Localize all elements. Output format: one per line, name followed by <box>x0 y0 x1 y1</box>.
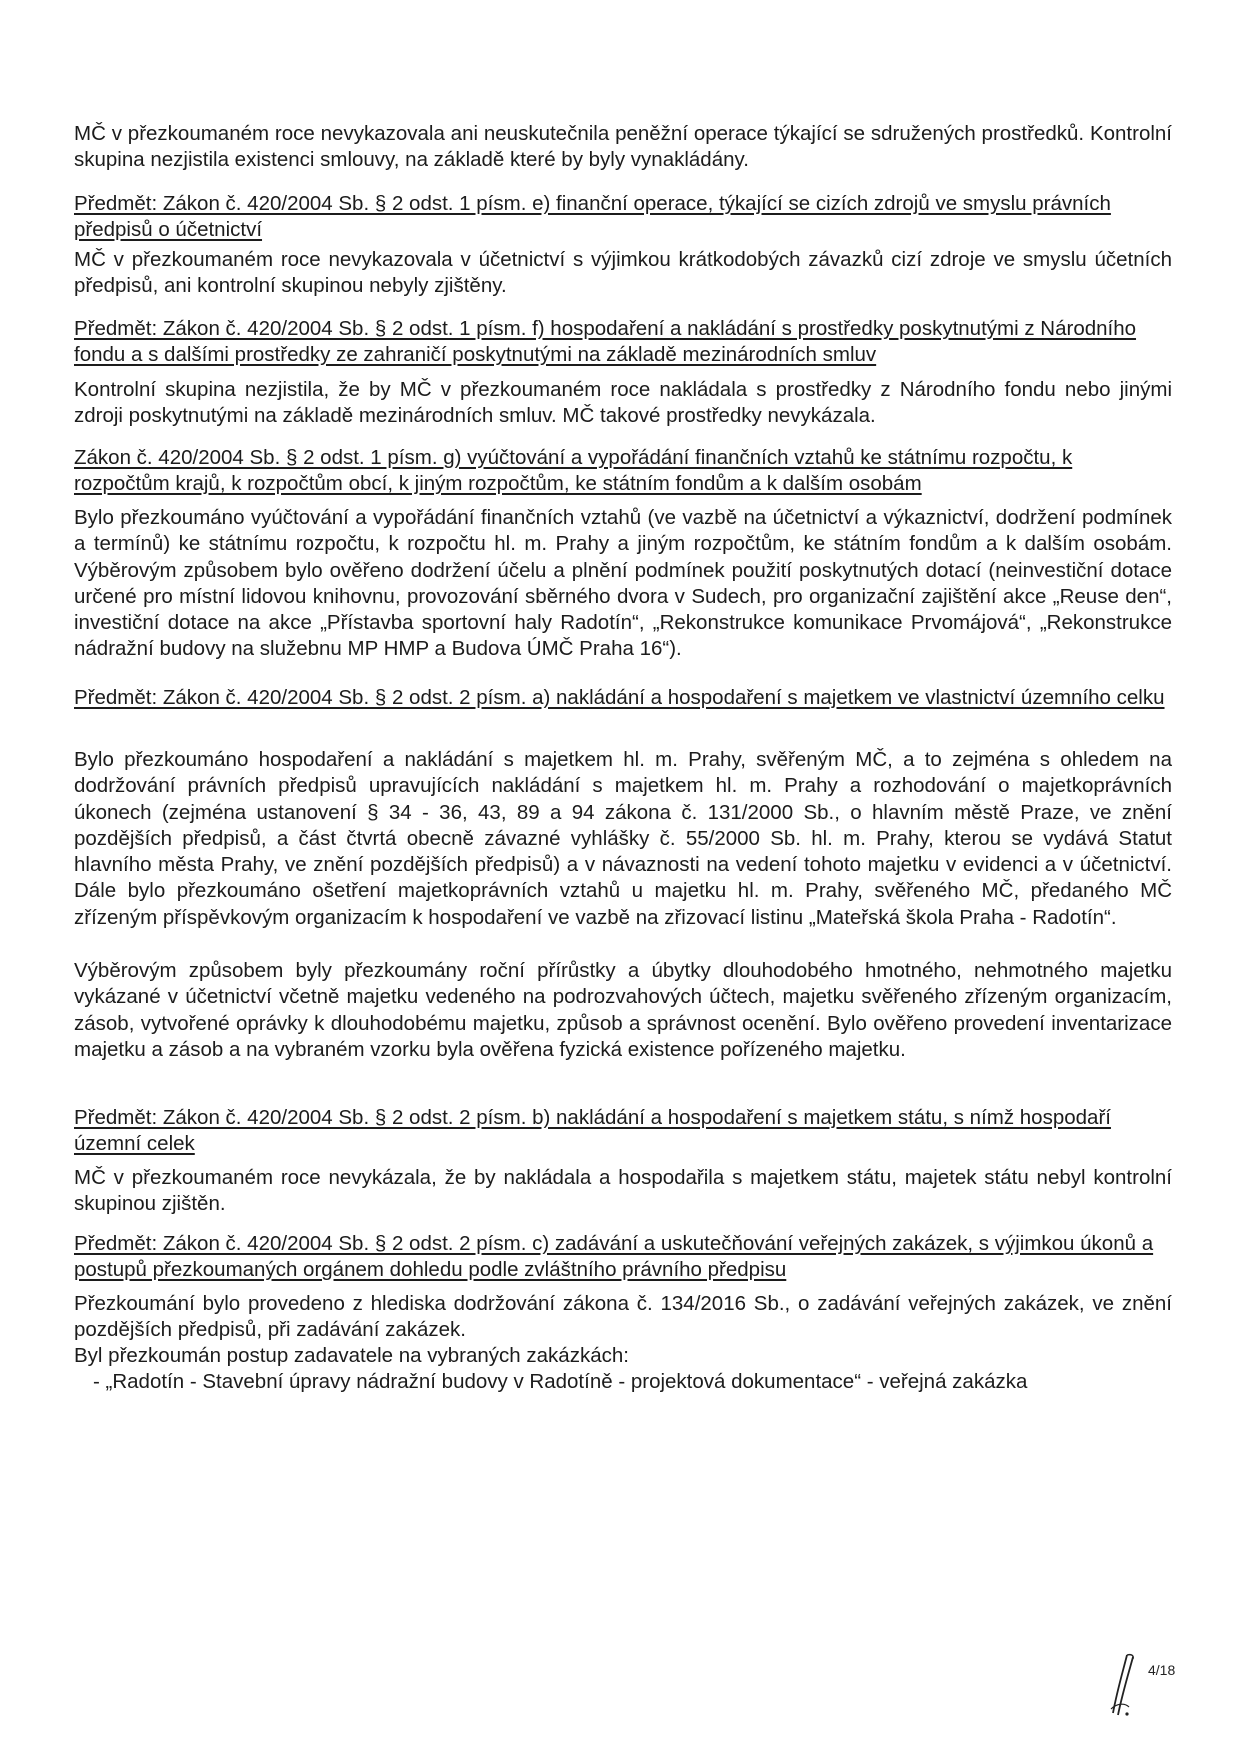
paragraph-procedure-review <box>74 1343 1172 1369</box>
paragraph-text: Přezkoumání bylo provedeno z hlediska dodržování zákona č. 134/2016 Sb., o zadávání veřejných zakázek, ve znění pozdějších předpisů, při zadávání zakázek. <box>74 1292 1172 1341</box>
heading-section-2b <box>74 1105 1172 1157</box>
paragraph-settlement <box>74 505 1172 663</box>
paragraph-state-property <box>74 1165 1172 1217</box>
paragraph-public-procurement <box>74 1291 1172 1343</box>
paragraph-text: Bylo přezkoumáno hospodaření a nakládání s majetkem hl. m. Prahy, svěřeným MČ, a to zejména s ohledem na dodržování právních předpisů upravujících nakládání s majetkem hl. m. Prahy a rozhodování o majetkoprávních úkonech (zejména ustanovení § 34 - 36, 43, 89 a 94 zákona č. 131/2000 Sb., o hlavním městě Praze, ve znění pozdějších předpisů, a část čtvrtá obecně závazné vyhlášky č. 55/2000 Sb. hl. m. Prahy, kterou se vydává Statut hlavního města Prahy, ve znění pozdějších předpisů) a v návaznosti na vedení tohoto majetku v evidenci a v účetnictví. Dále bylo přezkoumáno ošetření majetkoprávních vztahů u majetku hl. m. Prahy, svěřeného MČ, předaného MČ zřízeným příspěvkovým organizacím k hospodaření ve vazbě na zřizovací listinu „Mateřská škola Praha - Radotín“. <box>74 748 1172 929</box>
paragraph-text: MČ v přezkoumaném roce nevykazovala ani neuskutečnila peněžní operace týkající se sdružených prostředků. Kontrolní skupina nezjistila existenci smlouvy, na základě které by byly vynakládány. <box>74 122 1172 171</box>
paragraph-text: Kontrolní skupina nezjistila, že by MČ v přezkoumaném roce nakládala s prostředky z Národního fondu nebo jinými zdroji poskytnutými na základě mezinárodních smluv. MČ takové prostředky nevykázala. <box>74 378 1172 427</box>
paragraph-text: MČ v přezkoumaném roce nevykázala, že by nakládala a hospodařila s majetkem státu, majetek státu nebyl kontrolní skupinou zjištěn. <box>74 1166 1172 1215</box>
list-item-procurement <box>93 1369 1172 1395</box>
paragraph-asset-sampling <box>74 958 1172 1063</box>
list-item-text: - „Radotín - Stavební úpravy nádražní budovy v Radotíně - projektová dokumentace“ - veřejná zakázka <box>93 1370 1028 1393</box>
paragraph-national-fund <box>74 377 1172 429</box>
section-heading: Předmět: Zákon č. 420/2004 Sb. § 2 odst. 1 písm. f) hospodaření a nakládání s prostředky poskytnutými z Národního fondu a s dalšími prostředky ze zahraničí poskytnutými na základě mezinárodních smluv <box>74 317 1137 366</box>
heading-section-2a <box>74 685 1172 711</box>
heading-section-g <box>74 445 1172 497</box>
section-heading: Předmět: Zákon č. 420/2004 Sb. § 2 odst. 2 písm. c) zadávání a uskutečňování veřejných zakázek, s výjimkou úkonů a postupů přezkoumaných orgánem dohledu podle zvláštního právního předpisu <box>74 1232 1154 1281</box>
heading-section-f <box>74 316 1172 368</box>
paragraph-joint-funds <box>74 121 1172 173</box>
paragraph-text: Byl přezkoumán postup zadavatele na vybraných zakázkách: <box>74 1344 629 1367</box>
section-heading: Předmět: Zákon č. 420/2004 Sb. § 2 odst. 2 písm. a) nakládání a hospodaření s majetkem ve vlastnictví územního celku <box>74 686 1165 709</box>
section-heading: Předmět: Zákon č. 420/2004 Sb. § 2 odst. 2 písm. b) nakládání a hospodaření s majetkem státu, s nímž hospodaří územní celek <box>74 1106 1111 1155</box>
page-number: 4/18 <box>1148 1662 1176 1678</box>
paragraph-foreign-sources <box>74 247 1172 299</box>
paragraph-text: Výběrovým způsobem byly přezkoumány roční přírůstky a úbytky dlouhodobého hmotného, nehmotného majetku vykázané v účetnictví včetně majetku vedeného na podrozvahových účtech, majetku svěřeného zřízeným organizacím, zásob, vytvořené oprávky k dlouhodobému majetku, způsob a správnost ocenění. Bylo ověřeno provedení inventarizace majetku a zásob a na vybraném vzorku byla ověřena fyzická existence pořízeného majetku. <box>74 959 1172 1061</box>
paragraph-text: MČ v přezkoumaném roce nevykazovala v účetnictví s výjimkou krátkodobých závazků cizí zdroje ve smyslu účetních předpisů, ani kontrolní skupinou nebyly zjištěny. <box>74 248 1172 297</box>
heading-section-2c <box>74 1231 1172 1283</box>
handwritten-signature-icon <box>1103 1651 1143 1721</box>
paragraph-property-management <box>74 747 1172 931</box>
heading-section-e <box>74 191 1172 243</box>
section-heading: Zákon č. 420/2004 Sb. § 2 odst. 1 písm. g) vyúčtování a vypořádání finančních vztahů ke státnímu rozpočtu, k rozpočtům krajů, k rozpočtům obcí, k jiným rozpočtům, ke státním fondům a k dalším osobám <box>74 446 1073 495</box>
paragraph-text: Bylo přezkoumáno vyúčtování a vypořádání finančních vztahů (ve vazbě na účetnictví a výkaznictví, dodržení podmínek a termínů) ke státnímu rozpočtu, k rozpočtu hl. m. Prahy a jiným rozpočtům, ke státním fondům a k dalším osobám. Výběrovým způsobem bylo ověřeno dodržení účelu a plnění podmínek použití poskytnutých dotací (neinvestiční dotace určené pro místní lidovou knihovnu, provozování sběrného dvora v Sudech, pro organizační zajištění akce „Reuse den“, investiční dotace na akce „Přístavba sportovní haly Radotín“, „Rekonstrukce komunikace Prvomájová“, „Rekonstrukce nádražní budovy na služebnu MP HMP a Budova ÚMČ Praha 16“). <box>74 506 1172 661</box>
section-heading: Předmět: Zákon č. 420/2004 Sb. § 2 odst. 1 písm. e) finanční operace, týkající se cizích zdrojů ve smyslu právních předpisů o účetnictví <box>74 192 1111 241</box>
